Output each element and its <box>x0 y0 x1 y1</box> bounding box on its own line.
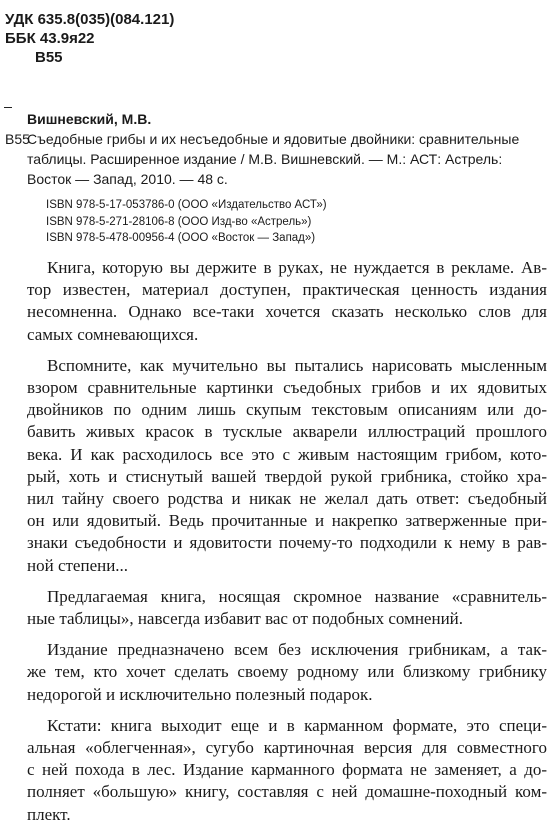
text-line: ные таблицы», навсегда избавит вас от подобных сомнений. <box>27 609 464 629</box>
catalog-author: Вишневский, М.В. <box>27 111 152 127</box>
catalog-code: В55 <box>5 131 30 147</box>
text-line: самых сомневающихся. <box>27 324 199 344</box>
udk-code: УДК 635.8(035)(084.121) <box>5 11 175 28</box>
text-line: взором сравнительные картинки съедобных грибов и их ядовитых <box>27 378 547 398</box>
text-line: Предлагаемая книга, носящая скромное название «сравнитель- <box>47 586 547 606</box>
paragraph <box>27 715 547 826</box>
text-line: ной степени... <box>27 555 129 575</box>
catalog-description-line: Восток — Запад, 2010. — 48 с. <box>27 171 228 187</box>
text-line: знаки съедобности и ядовитости почему-то подходили к нему в рав- <box>27 533 547 553</box>
text-line: с ней похода в лес. Издание карманного формата не заменяет, а до- <box>27 760 547 780</box>
text-line: альная «облегченная», сугубо картиночная версия для совместного <box>27 738 547 758</box>
classification-block <box>5 10 174 67</box>
paragraph <box>27 639 547 706</box>
text-line: рый, хоть и стиснутый вашей твердой рукой грибника, стойко хра- <box>27 466 547 486</box>
annotation-text <box>27 257 547 826</box>
text-line: Кстати: книга выходит еще и в карманном формате, это специ- <box>47 715 547 735</box>
paragraph <box>27 355 547 577</box>
text-line: тор известен, материал доступен, практическая ценность издания <box>27 280 547 300</box>
catalog-description <box>27 129 542 189</box>
author-mark-code: В55 <box>35 49 63 66</box>
isbn-entry: ISBN 978-5-478-00956-4 (ООО «Восток — Запад») <box>46 232 316 244</box>
text-line: Книга, которую вы держите в руках, не нуждается в рекламе. Ав- <box>47 258 547 277</box>
text-line: Вспомните, как мучительно вы пытались нарисовать мысленным <box>47 355 547 375</box>
text-line: нил тайну своего родства и никак не желал дать ответ: съедобный <box>27 489 547 509</box>
isbn-entry: ISBN 978-5-271-28106-8 (ООО Изд-во «Астрель») <box>46 215 312 228</box>
text-line: двойников по одним лишь скупым текстовым описаниям или до- <box>27 400 547 420</box>
catalog-card-mark <box>4 107 12 108</box>
bbk-code: ББК 43.9я22 <box>5 30 95 47</box>
text-line: бавить живых красок в тусклые акварели иллюстраций прошлого <box>27 422 547 442</box>
isbn-list <box>46 197 327 247</box>
text-line: плект. <box>27 804 71 824</box>
text-line: недорогой и исключительно полезный подарок. <box>27 684 373 704</box>
paragraph <box>27 586 547 630</box>
paragraph <box>27 257 547 346</box>
text-line: он или ядовитый. Ведь прочитанные и накрепко затверженные при- <box>27 511 547 531</box>
text-line: Издание предназначено всем без исключения грибникам, а так- <box>47 640 547 660</box>
isbn-entry: ISBN 978-5-17-053786-0 (ООО «Издательство АСТ») <box>46 199 327 211</box>
text-line: же тем, кто хочет сделать своему родному или близкому грибнику <box>27 662 547 682</box>
catalog-description-line: таблицы. Расширенное издание / М.В. Вишневский. — М.: АСТ: Астрель: <box>27 151 503 167</box>
text-line: века. И как расходилось все это с живым настоящим грибом, кото- <box>27 444 547 464</box>
text-line: полняет «большую» книгу, составляя с ней домашне-походный ком- <box>27 782 547 802</box>
text-line: несомненна. Однако все-таки хочется сказать несколько слов для <box>27 302 547 322</box>
catalog-description-line: Съедобные грибы и их несъедобные и ядовитые двойники: сравнительные <box>27 131 520 147</box>
